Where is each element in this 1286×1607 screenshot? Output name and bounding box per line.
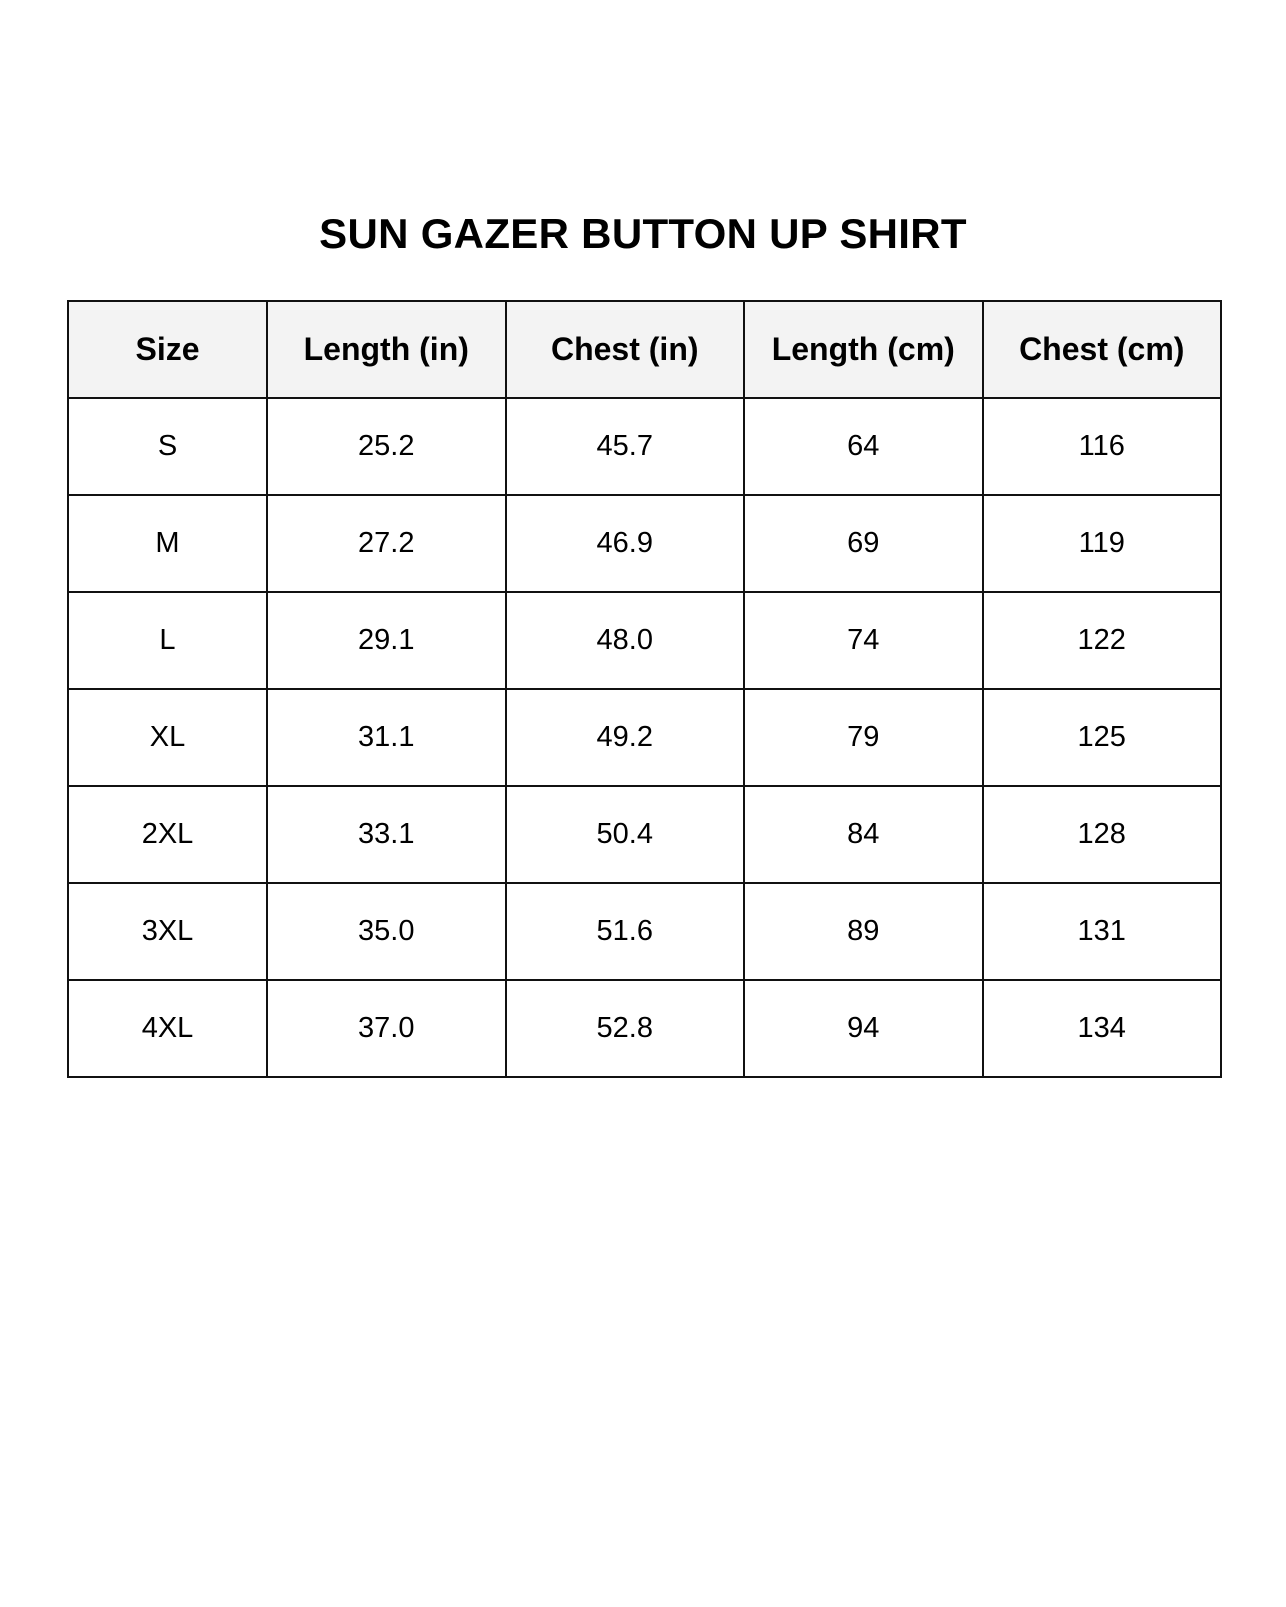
- cell-size: 4XL: [68, 980, 267, 1077]
- page-title: SUN GAZER BUTTON UP SHIRT: [319, 210, 967, 257]
- cell-length-in: 37.0: [267, 980, 506, 1077]
- cell-length-cm: 84: [744, 786, 983, 883]
- size-chart-table: [67, 300, 1222, 1078]
- cell-length-cm: 64: [744, 398, 983, 495]
- table-header-row: [68, 301, 1221, 398]
- cell-size: 3XL: [68, 883, 267, 980]
- cell-size: XL: [68, 689, 267, 786]
- header-length-in: Length (in): [267, 301, 506, 398]
- cell-chest-cm: 116: [983, 398, 1222, 495]
- table-row: [68, 689, 1221, 786]
- cell-chest-in: 46.9: [506, 495, 745, 592]
- cell-chest-cm: 128: [983, 786, 1222, 883]
- cell-size: M: [68, 495, 267, 592]
- cell-chest-cm: 134: [983, 980, 1222, 1077]
- cell-chest-cm: 119: [983, 495, 1222, 592]
- cell-length-cm: 74: [744, 592, 983, 689]
- table-row: [68, 786, 1221, 883]
- cell-chest-cm: 122: [983, 592, 1222, 689]
- table-row: [68, 883, 1221, 980]
- table-row: [68, 398, 1221, 495]
- cell-length-cm: 94: [744, 980, 983, 1077]
- cell-chest-cm: 125: [983, 689, 1222, 786]
- table-row: [68, 592, 1221, 689]
- cell-chest-in: 45.7: [506, 398, 745, 495]
- cell-length-in: 29.1: [267, 592, 506, 689]
- cell-size: L: [68, 592, 267, 689]
- cell-chest-in: 52.8: [506, 980, 745, 1077]
- header-chest-cm: Chest (cm): [983, 301, 1222, 398]
- cell-length-in: 31.1: [267, 689, 506, 786]
- header-length-cm: Length (cm): [744, 301, 983, 398]
- cell-size: S: [68, 398, 267, 495]
- header-size: Size: [68, 301, 267, 398]
- cell-length-in: 35.0: [267, 883, 506, 980]
- cell-chest-in: 51.6: [506, 883, 745, 980]
- cell-length-in: 25.2: [267, 398, 506, 495]
- cell-chest-in: 49.2: [506, 689, 745, 786]
- cell-size: 2XL: [68, 786, 267, 883]
- cell-length-cm: 79: [744, 689, 983, 786]
- cell-length-in: 33.1: [267, 786, 506, 883]
- cell-length-cm: 69: [744, 495, 983, 592]
- cell-chest-cm: 131: [983, 883, 1222, 980]
- cell-chest-in: 50.4: [506, 786, 745, 883]
- table-row: [68, 980, 1221, 1077]
- cell-length-cm: 89: [744, 883, 983, 980]
- cell-chest-in: 48.0: [506, 592, 745, 689]
- header-chest-in: Chest (in): [506, 301, 745, 398]
- cell-length-in: 27.2: [267, 495, 506, 592]
- table-row: [68, 495, 1221, 592]
